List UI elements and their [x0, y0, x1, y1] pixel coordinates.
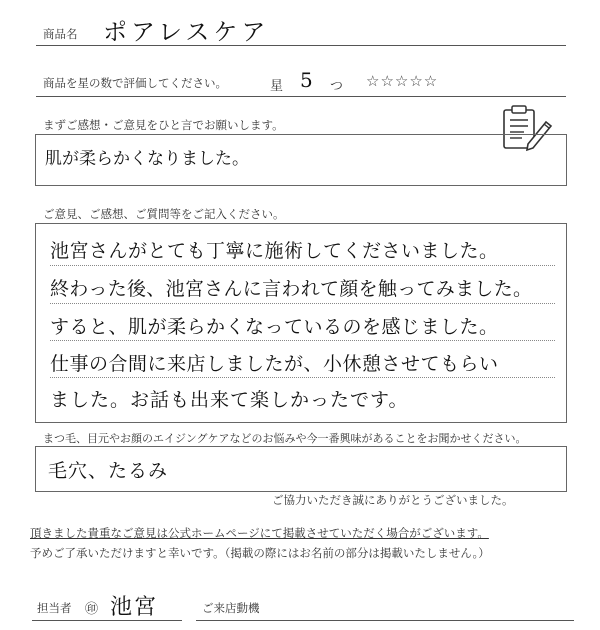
product-underline — [36, 45, 566, 46]
comments-line-rule — [50, 340, 555, 341]
rating-suffix: つ — [330, 79, 344, 94]
staff-underline — [32, 620, 182, 621]
rating-stars: ☆☆☆☆☆ — [366, 72, 439, 90]
thanks-text: ご協力いただき誠にありがとうございました。 — [272, 493, 514, 507]
notice-line-2: 予めご了承いただけますと幸いです。（掲載の際にはお名前の部分は掲載いたしません。） — [30, 546, 490, 560]
comments-line: 仕事の合間に来店しましたが、小休憩させてもらい — [50, 353, 499, 375]
product-name: ポアレスケア — [103, 18, 270, 46]
staff-label: 担当者 — [37, 601, 72, 615]
comments-line: 池宮さんがとても丁寧に施術してくださいました。 — [50, 240, 499, 262]
comments-line: 終わった後、池宮さんに言われて顔を触ってみました。 — [50, 278, 533, 300]
comments-line-rule — [50, 377, 555, 378]
concerns-answer: 毛穴、たるみ — [48, 460, 169, 482]
comments-line-rule — [50, 265, 555, 266]
seal-mark: ㊞ — [85, 602, 99, 617]
rating-prompt: 商品を星の数で評価してください。 — [43, 76, 227, 90]
comments-line: すると、肌が柔らかくなっているのを感じました。 — [50, 316, 499, 338]
comments-prompt: ご意見、ご感想、ご質問等をご記入ください。 — [43, 207, 285, 221]
concerns-prompt: まつ毛、目元やお顔のエイジングケアなどのお悩みや今一番興味があることをお聞かせください。 — [43, 432, 527, 445]
comments-line-rule — [50, 303, 555, 304]
rating-value: 5 — [300, 68, 313, 92]
rating-prefix: 星 — [270, 79, 284, 94]
comments-line: ました。お話も出来て楽しかったです。 — [50, 389, 409, 411]
product-label: 商品名 — [43, 27, 78, 41]
impression-prompt: まずご感想・ご意見をひと言でお願いします。 — [43, 118, 284, 132]
visit-reason-label: ご来店動機 — [202, 601, 260, 615]
notice-line-1: 頂きました貴重なご意見は公式ホームページにて掲載させていただく場合がございます。 — [30, 526, 489, 540]
rating-underline — [36, 96, 566, 97]
impression-answer: 肌が柔らかくなりました。 — [45, 149, 249, 169]
staff-name: 池宮 — [110, 595, 159, 620]
visit-reason-underline — [196, 620, 574, 621]
